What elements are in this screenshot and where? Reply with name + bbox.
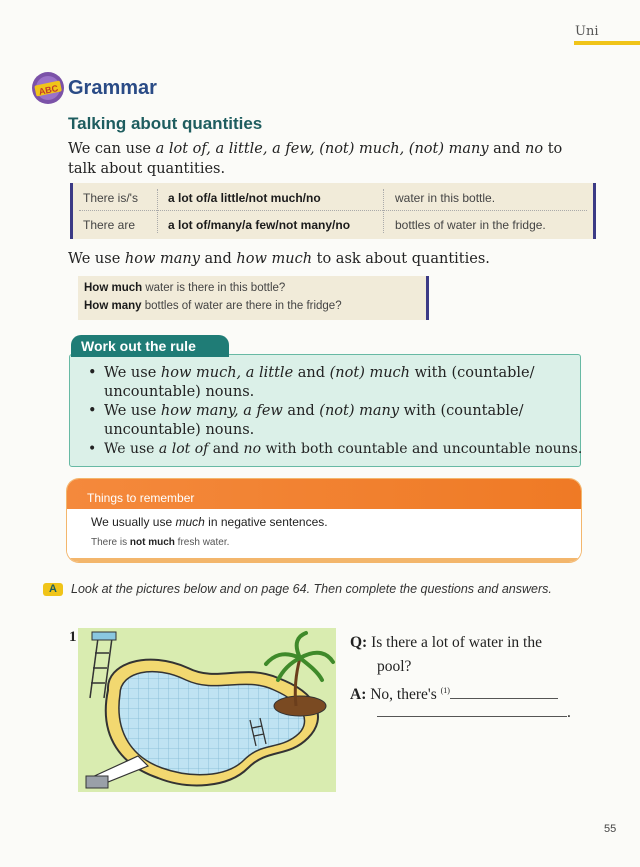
table-row-1-quantifier: a lot of/a little/not much/no [168,191,321,205]
exercise-badge: A [43,583,63,596]
answer-line: A: No, there's $^{(1)}$ [350,680,558,706]
quantities-table [70,183,596,239]
example-question-2: How many bottles of water are there in the fridge? [84,300,342,312]
rule-item-2: • We use how many, a few and (not) many with (countable/ uncountable) nouns. [88,403,524,438]
remember-title: Things to remember [87,491,195,505]
table-row-1-object: water in this bottle. [395,191,496,205]
table-row-2-subject: There are [83,218,136,232]
remember-line-1: We usually use much in negative sentences. [91,515,328,529]
empty-pool-illustration [78,628,336,792]
grammar-badge-icon [30,70,66,106]
table-row-2-object: bottles of water in the fridge. [395,218,546,232]
intro-paragraph: We can use a lot of, a little, a few, (not) much, (not) many and no to talk about quantities. [68,141,563,177]
answer-blank-1[interactable] [450,698,558,699]
exercise-number: 1 [69,629,77,645]
question-line-2: pool? [377,658,412,675]
section-subtitle: Talking about quantities [68,114,263,133]
table-row-1-subject: There is/'s [83,191,138,205]
rule-item-3: • We use a lot of and no with both countable and uncountable nouns. [88,441,583,457]
section-title: Grammar [68,77,157,99]
exercise-instruction: Look at the pictures below and on page 64. Then complete the questions and answers. [71,582,552,596]
remember-box [67,479,581,562]
page-number: 55 [604,823,617,835]
rule-item-1: • We use how much, a little and (not) much with (countable/ uncountable) nouns. [88,365,535,400]
svg-text:ABC: ABC [37,83,59,97]
table-row-2-quantifier: a lot of/many/a few/not many/no [168,218,351,232]
rule-tab-title: Work out the rule [71,335,229,357]
answer-line-2: . [377,702,571,724]
question-intro: We use how many and how much to ask about quantities. [68,251,490,267]
rule-box [69,354,581,467]
unit-label: Uni [575,24,599,39]
question-line-1: Q: Is there a lot of water in the [350,634,542,651]
unit-accent-bar [574,41,640,45]
question-examples-box [78,276,429,320]
answer-blank-2[interactable] [377,716,567,717]
example-question-1: How much water is there in this bottle? [84,282,286,294]
remember-line-2: There is not much fresh water. [91,537,230,548]
